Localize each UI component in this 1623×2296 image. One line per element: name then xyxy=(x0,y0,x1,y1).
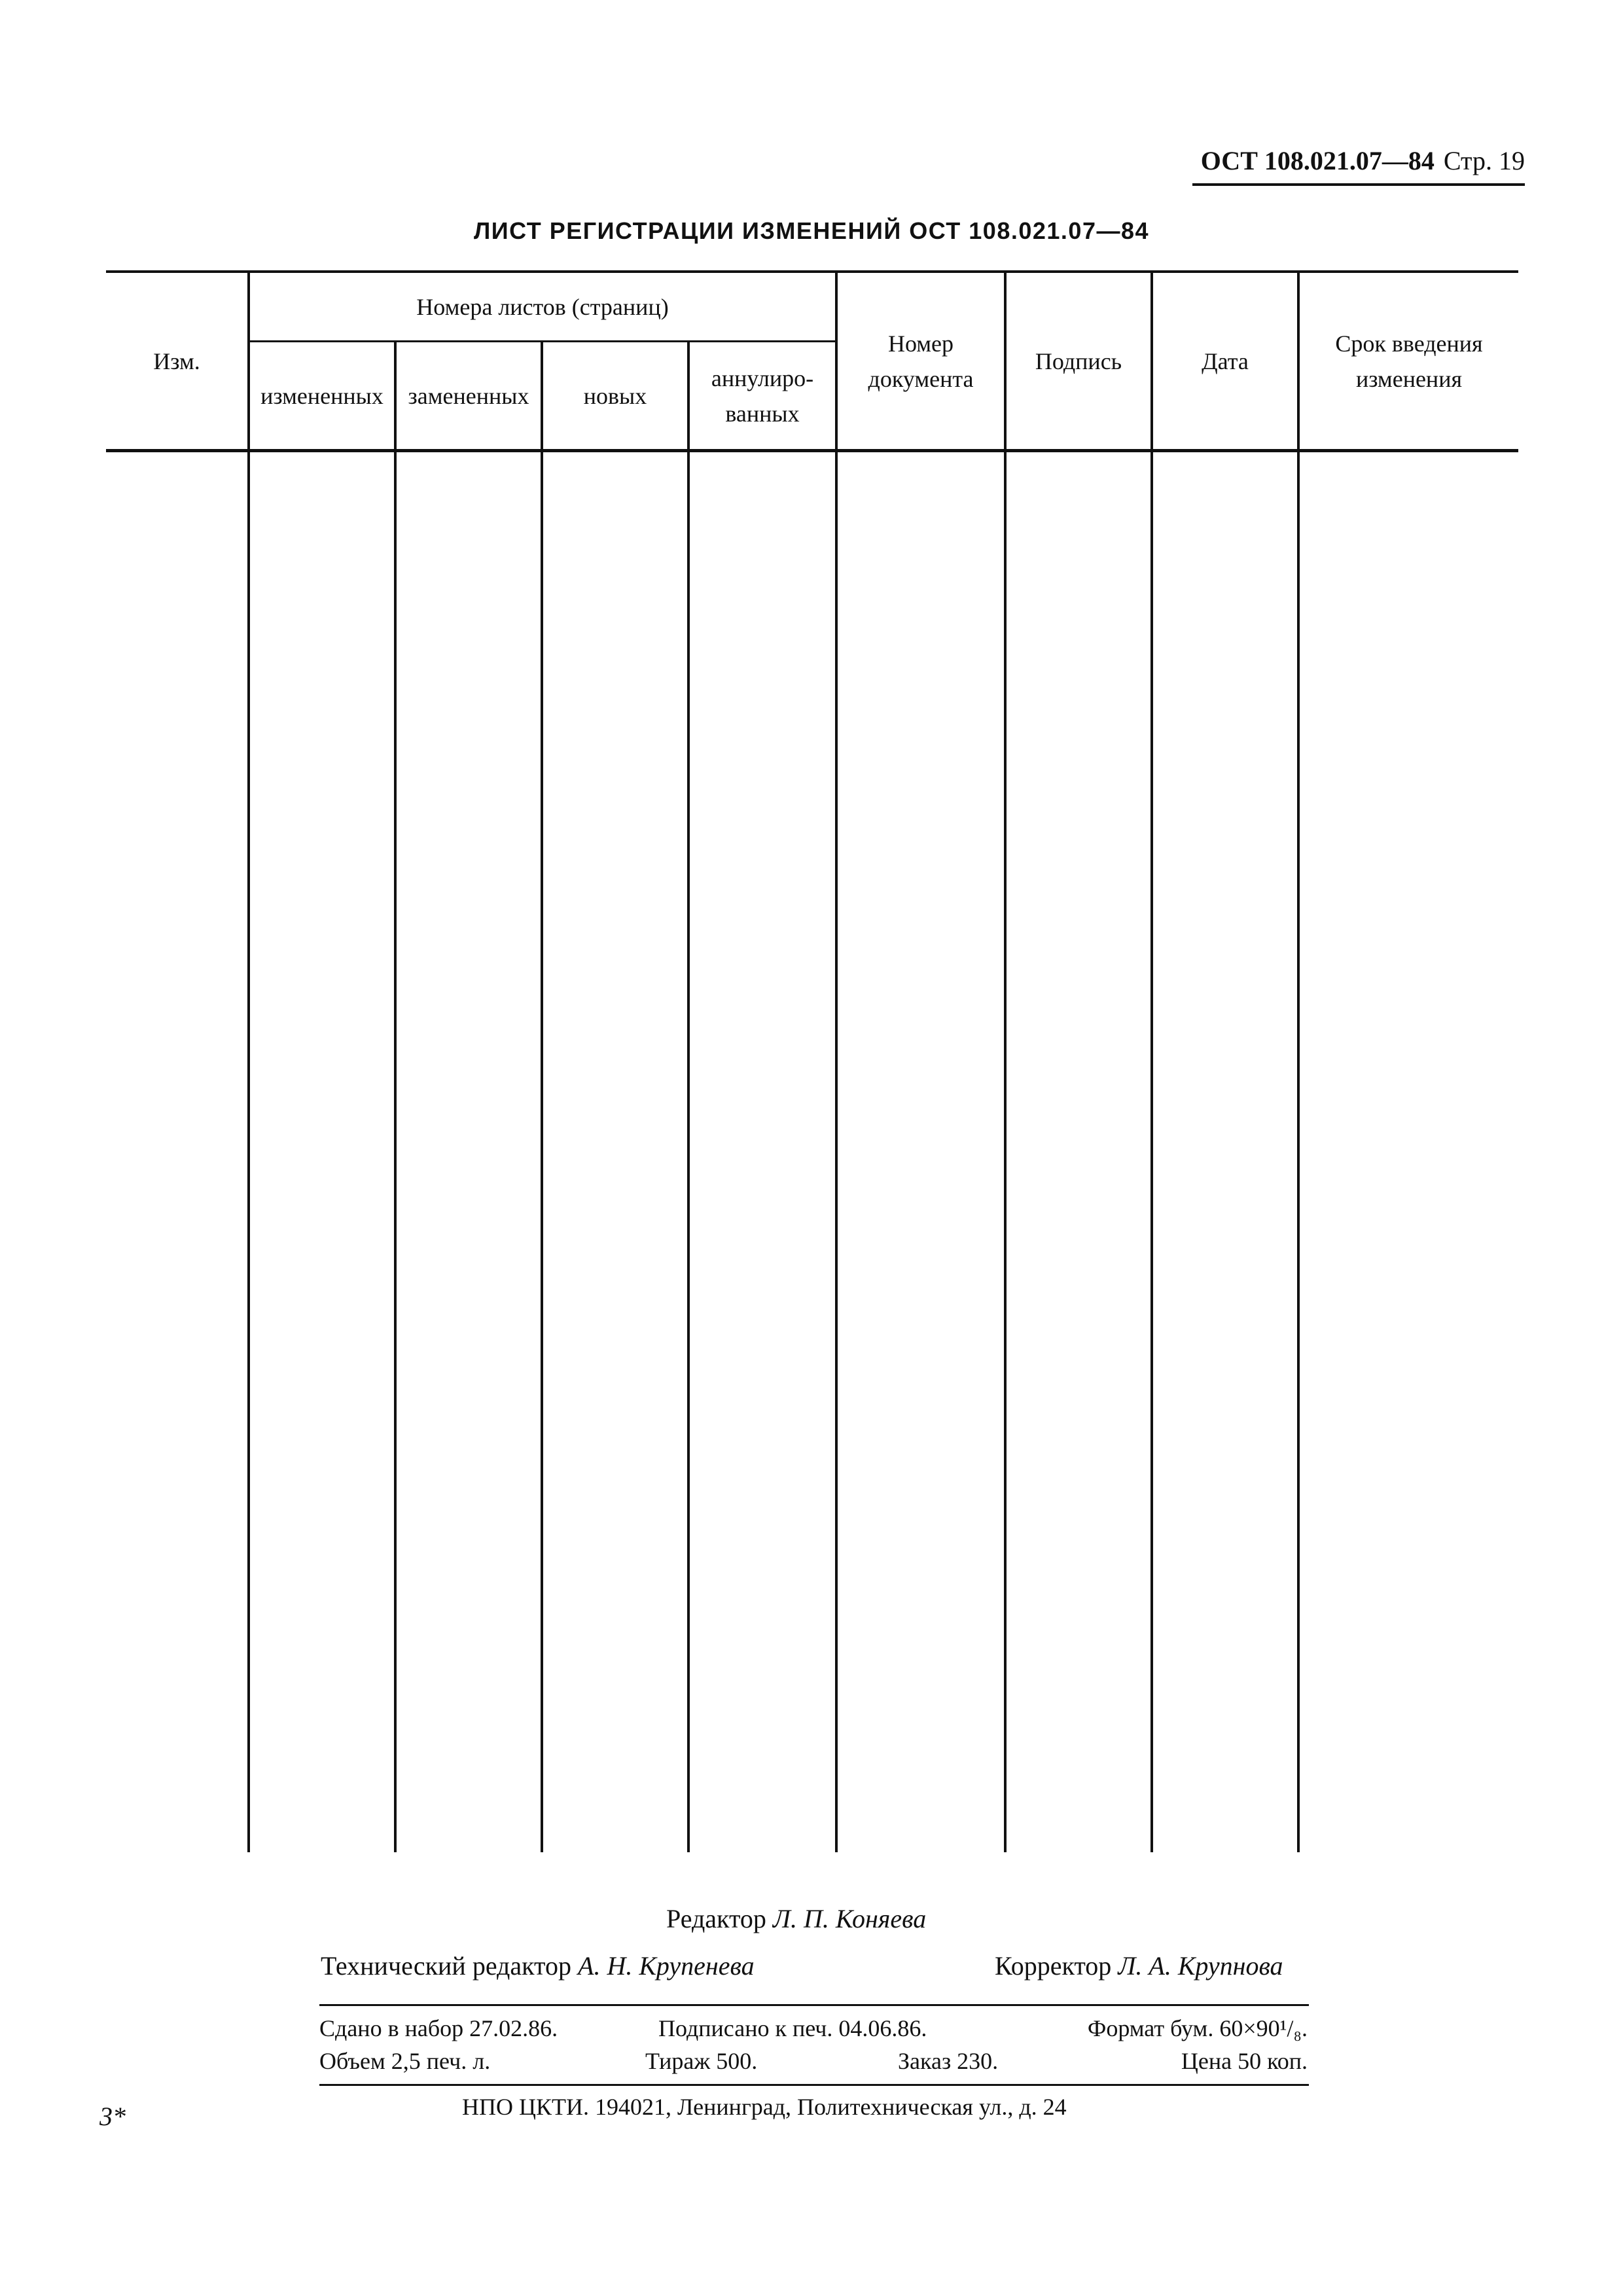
page-title: ЛИСТ РЕГИСТРАЦИИ ИЗМЕНЕНИЙ ОСТ 108.021.07—84 xyxy=(473,217,1150,244)
group-divider-rule xyxy=(249,340,838,342)
imprint-top-rule xyxy=(319,2004,1309,2006)
corrector-label: Корректор xyxy=(995,1951,1112,1981)
header-bottom-rule xyxy=(106,449,1518,452)
column-header-annulled-line1: аннулиро- xyxy=(711,365,814,391)
tech-editor-name: А. Н. Крупенева xyxy=(578,1951,755,1981)
column-header-deadline-line2: изменения xyxy=(1355,365,1463,392)
column-header-annulled-line2: ванных xyxy=(725,400,800,427)
imprint-bottom-rule xyxy=(319,2084,1309,2086)
corrector-credit xyxy=(995,1950,1283,1981)
imprint-signed: Подписано к печ. 04.06.86. xyxy=(658,2015,927,2041)
editor-name: Л. П. Коняева xyxy=(772,1904,927,1933)
column-divider xyxy=(247,272,250,1852)
imprint-volume: Объем 2,5 печ. л. xyxy=(319,2048,491,2074)
column-header-date xyxy=(1153,273,1297,449)
editor-credit xyxy=(666,1903,926,1934)
column-header-document-number-line2: документа xyxy=(868,365,974,392)
imprint-format: Формат бум. 60×90¹/₈. xyxy=(1087,2015,1308,2041)
column-header-annulled xyxy=(690,342,835,449)
column-header-new-text: новых xyxy=(583,382,647,409)
imprint-print-run: Тираж 500. xyxy=(645,2048,758,2074)
column-divider xyxy=(1297,272,1300,1852)
column-divider xyxy=(1150,272,1153,1852)
editor-label: Редактор xyxy=(666,1904,766,1933)
column-header-replaced-text: замененных xyxy=(408,382,529,409)
column-divider xyxy=(541,342,543,1852)
corrector-name: Л. А. Крупнова xyxy=(1118,1951,1283,1981)
signature-mark: 3* xyxy=(99,2102,126,2131)
column-header-new xyxy=(543,342,687,449)
column-group-header-sheet-numbers xyxy=(250,273,835,340)
table-top-rule xyxy=(106,270,1518,273)
column-header-changed-text: измененных xyxy=(260,382,383,409)
header-underline xyxy=(1192,183,1525,186)
page-number: Стр. 19 xyxy=(1443,146,1525,175)
column-divider xyxy=(687,342,690,1852)
column-header-change xyxy=(106,273,247,449)
column-header-document-number-line1: Номер xyxy=(887,330,954,357)
column-divider xyxy=(835,272,838,1852)
column-header-deadline-line1: Срок введения xyxy=(1335,330,1483,357)
column-group-header-text: Номера листов (страниц) xyxy=(416,293,669,320)
column-header-signature xyxy=(1007,273,1150,449)
column-divider xyxy=(1004,272,1007,1852)
imprint-typeset: Сдано в набор 27.02.86. xyxy=(319,2015,558,2041)
imprint-order: Заказ 230. xyxy=(898,2048,999,2074)
document-reference xyxy=(1201,145,1525,176)
column-header-signature-text: Подпись xyxy=(1035,348,1122,374)
column-header-deadline xyxy=(1300,273,1518,449)
column-header-replaced xyxy=(397,342,541,449)
imprint-price: Цена 50 коп. xyxy=(1181,2048,1308,2074)
document-code: ОСТ 108.021.07—84 xyxy=(1200,146,1435,175)
tech-editor-label: Технический редактор xyxy=(321,1951,572,1981)
column-header-date-text: Дата xyxy=(1202,348,1249,374)
column-header-change-text: Изм. xyxy=(153,348,200,374)
column-header-changed xyxy=(250,342,394,449)
column-divider xyxy=(394,342,397,1852)
tech-editor-credit xyxy=(321,1950,755,1981)
imprint-publisher: НПО ЦКТИ. 194021, Ленинград, Политехническая ул., д. 24 xyxy=(462,2094,1067,2120)
column-header-document-number xyxy=(838,273,1004,449)
